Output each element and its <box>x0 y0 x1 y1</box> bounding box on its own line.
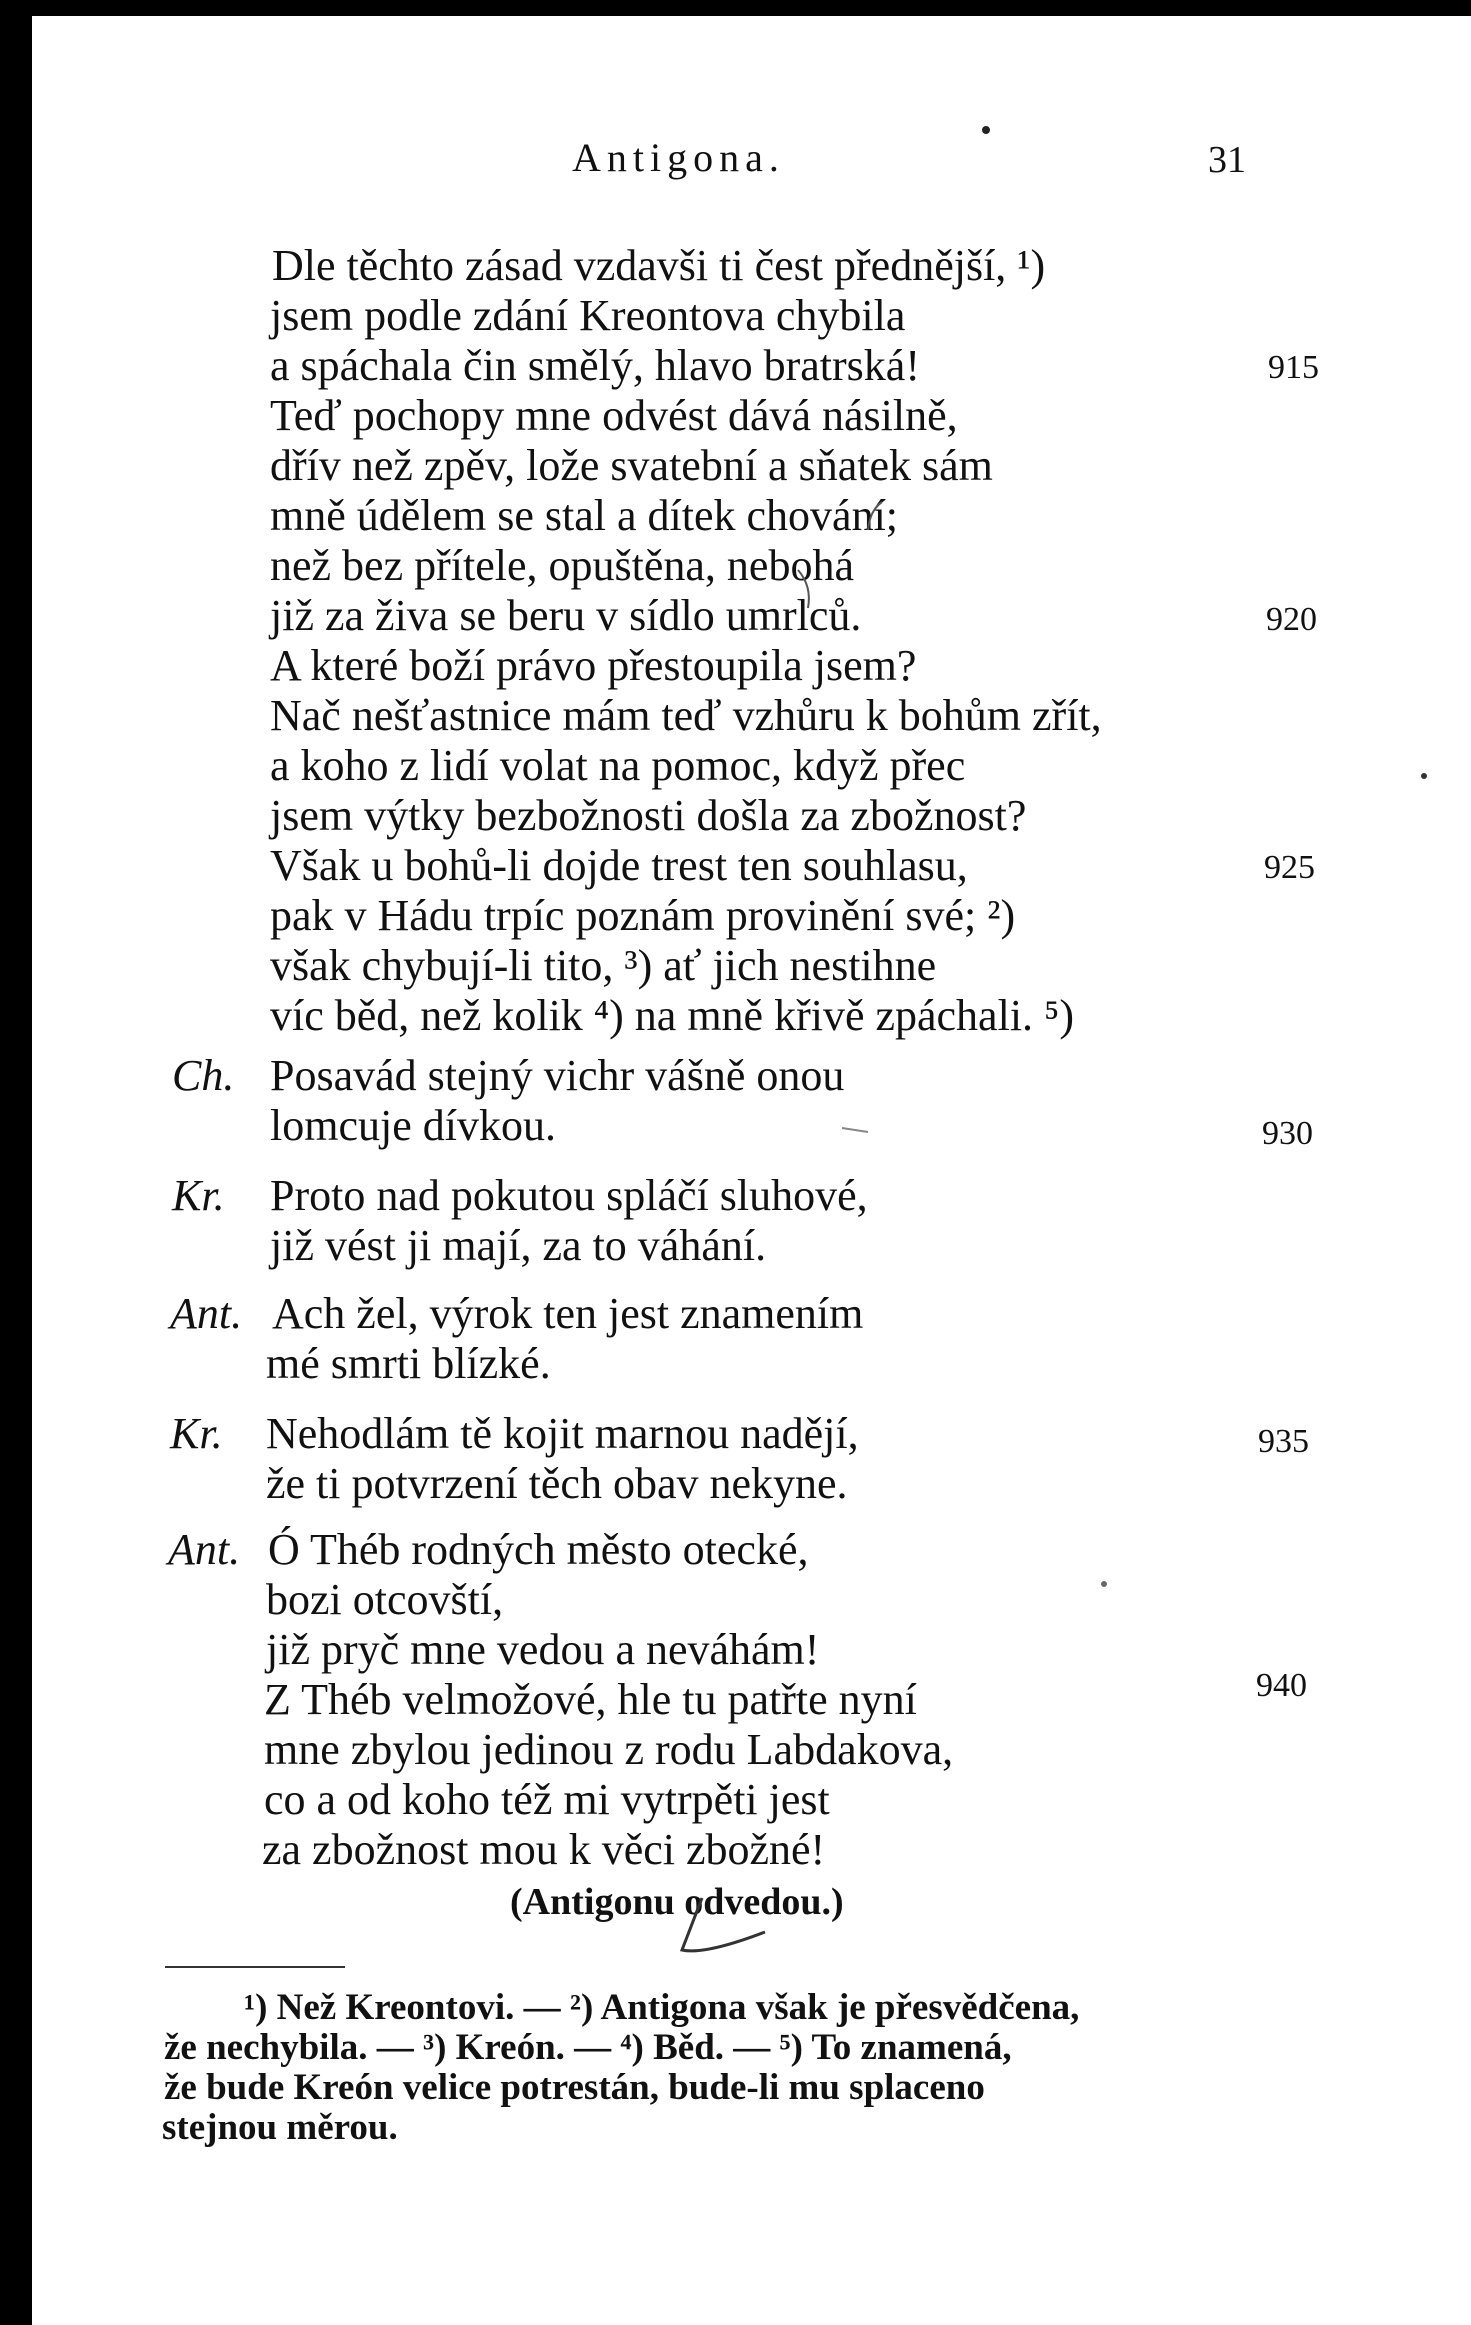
verse-line: Však u bohů-li dojde trest ten souhlasu, <box>270 841 968 890</box>
verse-line: Nač nešťastnice mám teď vzhůru k bohům zřít, <box>270 691 1102 740</box>
verse-line: Nehodlám tě kojit marnou nadějí, <box>266 1409 859 1458</box>
verse-line: dřív než zpěv, lože svatební a sňatek sám <box>270 441 993 490</box>
running-header: Antigona. <box>572 135 785 180</box>
verse-line: Proto nad pokutou spláčí sluhové, <box>270 1171 868 1220</box>
page-number: 31 <box>1208 139 1246 181</box>
verse-line: Ach žel, výrok ten jest znamením <box>272 1289 864 1338</box>
footnote-line: ¹) Než Kreontovi. — ²) Antigona však je přesvědčena, <box>244 1987 1080 2028</box>
speaker-label: Kr. <box>172 1171 225 1220</box>
verse-line: mé smrti blízké. <box>266 1339 551 1388</box>
verse-line: jsem výtky bezbožnosti došla za zbožnost? <box>270 791 1027 840</box>
verse-line: Posavád stejný vichr vášně onou <box>270 1051 845 1100</box>
line-number: 940 <box>1256 1667 1307 1704</box>
verse-line: než bez přítele, opuštěna, nebohá <box>270 541 854 590</box>
verse-line: Dle těchto zásad vzdavši ti čest přednější, ¹) <box>272 241 1046 290</box>
footnote-line: stejnou měrou. <box>162 2107 398 2148</box>
verse-line: co a od koho též mi vytrpěti jest <box>264 1775 830 1824</box>
verse-line: Ó Théb rodných město otecké, <box>268 1525 809 1574</box>
verse-line: že ti potvrzení těch obav nekyne. <box>266 1459 848 1508</box>
verse-line: však chybují-li tito, ³) ať jich nestihne <box>270 941 937 990</box>
footnote-line: že bude Kreón velice potrestán, bude-li mu splaceno <box>164 2067 985 2108</box>
line-number: 915 <box>1268 349 1319 386</box>
verse-line: mne zbylou jedinou z rodu Labdakova, <box>264 1725 954 1774</box>
verse-line: mně údělem se stal a dítek chování; <box>270 491 899 540</box>
line-number: 920 <box>1266 601 1317 638</box>
verse-line: A které boží právo přestoupila jsem? <box>270 641 917 690</box>
speaker-label: Ant. <box>168 1525 241 1574</box>
verse-line: bozi otcovští, <box>266 1575 504 1624</box>
footnote-line: že nechybila. — ³) Kreón. — ⁴) Běd. — ⁵) To znamená, <box>164 2027 1012 2068</box>
verse-line: Teď pochopy mne odvést dává násilně, <box>270 391 958 440</box>
speaker-label: Ant. <box>170 1289 243 1338</box>
line-number: 930 <box>1262 1115 1313 1152</box>
verse-line: již pryč mne vedou a neváhám! <box>266 1625 820 1674</box>
verse-line: a spáchala čin smělý, hlavo bratrská! <box>270 341 920 390</box>
verse-line: Z Théb velmožové, hle tu patřte nyní <box>264 1675 917 1724</box>
verse-line: jsem podle zdání Kreontova chybila <box>270 291 906 340</box>
stage-direction: (Antigonu odvedou.) <box>510 1881 844 1923</box>
verse-line: pak v Hádu trpíc poznám provinění své; ²) <box>270 891 1016 940</box>
line-number: 935 <box>1258 1423 1309 1460</box>
verse-line: již vést ji mají, za to váhání. <box>270 1221 767 1270</box>
verse-line: již za živa se beru v sídlo umrlců. <box>270 591 862 640</box>
verse-line: a koho z lidí volat na pomoc, když přec <box>270 741 966 790</box>
speaker-label: Kr. <box>170 1409 223 1458</box>
verse-line: za zbožnost mou k věci zbožné! <box>262 1825 826 1874</box>
line-number: 925 <box>1264 849 1315 886</box>
verse-line: víc běd, než kolik ⁴) na mně křivě zpáchali. ⁵) <box>270 991 1075 1040</box>
verse-line: lomcuje dívkou. <box>270 1101 556 1150</box>
speaker-label: Ch. <box>172 1051 235 1100</box>
